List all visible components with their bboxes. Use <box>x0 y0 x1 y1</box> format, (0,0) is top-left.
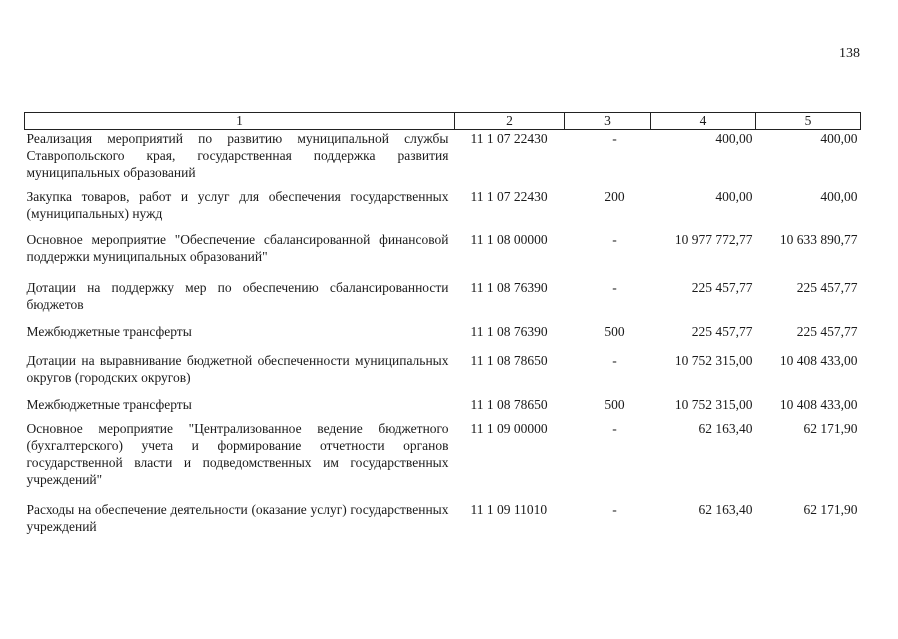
row-sum-2: 10 633 890,77 <box>779 232 858 247</box>
row-type: - <box>612 502 617 517</box>
row-name: Основное мероприятие "Централизованное ведение бюджетного (бухгалтерского) учета и формирование отчетности органов государственной власти и подведомственных им государственных учреждений" <box>26 421 449 487</box>
table-header <box>25 113 861 130</box>
row-sum-2: 400,00 <box>820 131 858 146</box>
row-name: Межбюджетные трансферты <box>26 324 192 339</box>
row-sum-1: 62 163,40 <box>698 502 753 517</box>
row-name: Дотации на поддержку мер по обеспечению сбалансированности бюджетов <box>26 280 449 312</box>
row-name: Реализация мероприятий по развитию муниципальной службы Ставропольского края, государственная поддержка развития муниципальных образований <box>26 131 449 180</box>
row-code: 11 1 07 22430 <box>470 131 548 146</box>
row-sum-1: 225 457,77 <box>691 280 753 295</box>
row-sum-1: 62 163,40 <box>698 421 753 436</box>
row-code: 11 1 08 76390 <box>470 324 548 339</box>
row-code: 11 1 08 78650 <box>470 397 548 412</box>
row-type: - <box>612 232 617 247</box>
row-name: Основное мероприятие "Обеспечение сбалансированной финансовой поддержки муниципальных образований" <box>26 232 449 264</box>
row-code: 11 1 09 00000 <box>470 421 548 436</box>
header-row <box>25 113 861 130</box>
row-sum-1: 10 752 315,00 <box>674 397 753 412</box>
row-sum-2: 10 408 433,00 <box>779 353 858 368</box>
row-name: Расходы на обеспечение деятельности (оказание услуг) государственных учреждений <box>26 502 449 534</box>
row-sum-1: 400,00 <box>715 131 753 146</box>
row-code: 11 1 08 78650 <box>470 353 548 368</box>
table-row <box>25 396 861 420</box>
header-col-3: 3 <box>565 113 651 130</box>
table-body <box>25 130 861 542</box>
header-col-4: 4 <box>651 113 756 130</box>
row-sum-2: 62 171,90 <box>803 502 858 517</box>
row-type: 500 <box>604 324 625 339</box>
table-row <box>25 188 861 231</box>
page-number: 138 <box>839 46 860 61</box>
header-col-5: 5 <box>756 113 861 130</box>
row-sum-1: 10 752 315,00 <box>674 353 753 368</box>
row-type: - <box>612 131 617 146</box>
row-code: 11 1 08 00000 <box>470 232 548 247</box>
row-sum-1: 10 977 772,77 <box>674 232 753 247</box>
row-sum-2: 225 457,77 <box>796 324 858 339</box>
row-type: 500 <box>604 397 625 412</box>
budget-table <box>24 112 861 541</box>
table-row <box>25 323 861 352</box>
row-code: 11 1 08 76390 <box>470 280 548 295</box>
row-name: Дотации на выравнивание бюджетной обеспеченности муниципальных округов (городских округов) <box>26 353 449 385</box>
header-col-1: 1 <box>25 113 455 130</box>
row-name: Межбюджетные трансферты <box>26 397 192 412</box>
row-code: 11 1 09 11010 <box>470 502 548 517</box>
header-col-2: 2 <box>455 113 565 130</box>
row-code: 11 1 07 22430 <box>470 189 548 204</box>
table-row <box>25 231 861 279</box>
row-sum-2: 225 457,77 <box>796 280 858 295</box>
row-type: - <box>612 353 617 368</box>
table-row <box>25 501 861 541</box>
table-row <box>25 130 861 189</box>
table-row <box>25 279 861 323</box>
row-sum-1: 225 457,77 <box>691 324 753 339</box>
row-type: 200 <box>604 189 625 204</box>
row-sum-2: 10 408 433,00 <box>779 397 858 412</box>
row-name: Закупка товаров, работ и услуг для обеспечения государственных (муниципальных) нужд <box>26 189 449 221</box>
row-type: - <box>612 280 617 295</box>
row-sum-2: 400,00 <box>820 189 858 204</box>
row-type: - <box>612 421 617 436</box>
table-row <box>25 352 861 396</box>
row-sum-2: 62 171,90 <box>803 421 858 436</box>
table-row <box>25 420 861 501</box>
row-sum-1: 400,00 <box>715 189 753 204</box>
